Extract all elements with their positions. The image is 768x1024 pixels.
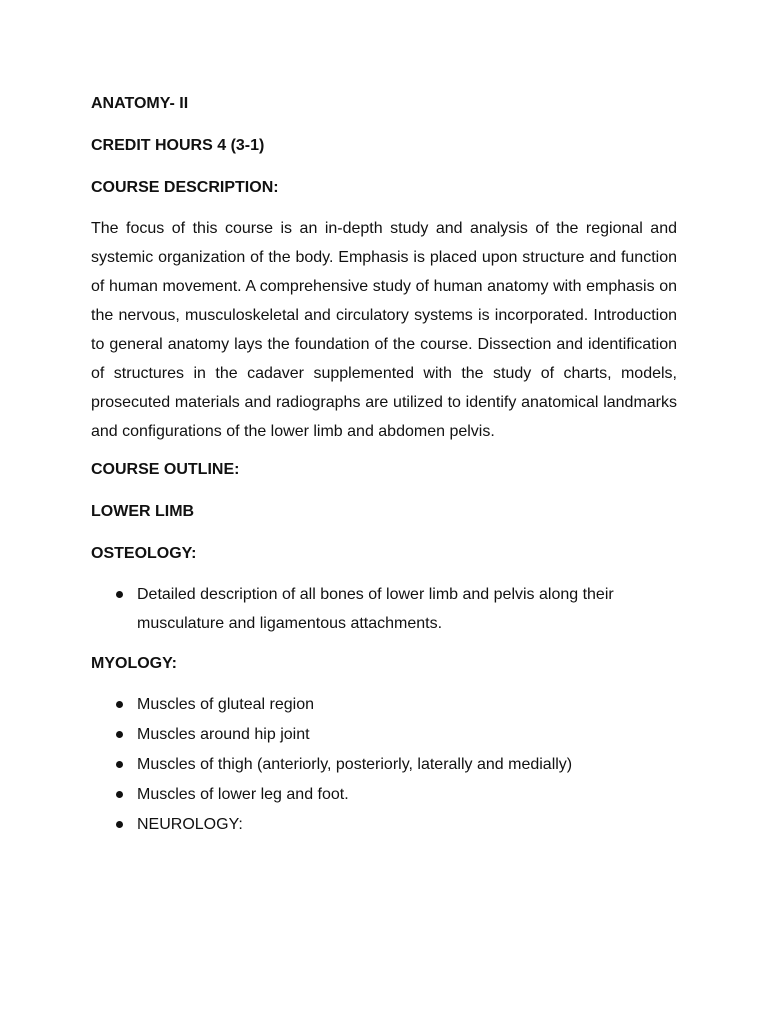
list-item <box>91 750 677 780</box>
list-item <box>91 780 677 810</box>
credit-hours: CREDIT HOURS 4 (3-1) <box>91 137 265 154</box>
list-item-text: Muscles of lower leg and foot. <box>137 786 349 803</box>
list-item <box>91 720 677 750</box>
document-page <box>91 94 677 856</box>
bullet-icon <box>116 791 123 798</box>
list-item-text: Muscles of thigh (anteriorly, posteriorly, laterally and medially) <box>137 756 573 773</box>
bullet-icon <box>116 731 123 738</box>
list-item <box>91 580 677 638</box>
list-item <box>91 690 677 720</box>
list-item-text: Detailed description of all bones of lower limb and pelvis along their musculature and ligamentous attachments. <box>137 586 614 632</box>
bullet-icon <box>116 591 123 598</box>
list-item <box>91 810 677 840</box>
course-title: ANATOMY- II <box>91 95 189 112</box>
myology-list <box>91 690 677 840</box>
bullet-icon <box>116 821 123 828</box>
course-outline-heading: COURSE OUTLINE: <box>91 461 240 478</box>
osteology-heading: OSTEOLOGY: <box>91 545 197 562</box>
bullet-icon <box>116 701 123 708</box>
list-item-text: NEUROLOGY: <box>137 816 243 833</box>
myology-heading: MYOLOGY: <box>91 655 177 672</box>
bullet-icon <box>116 761 123 768</box>
lower-limb-heading: LOWER LIMB <box>91 503 195 520</box>
course-description-heading: COURSE DESCRIPTION: <box>91 179 279 196</box>
osteology-list <box>91 580 677 638</box>
list-item-text: Muscles around hip joint <box>137 726 310 743</box>
course-description-text: The focus of this course is an in-depth study and analysis of the regional and systemic organization of the body. Emphasis is placed upon structure and function of human movement. A comprehensive study of human anatomy with emphasis on the nervous, musculoskeletal and circulatory systems is incorporated. Introduction to general anatomy lays the foundation of the course. Dissection and identification of structures in the cadaver supplemented with the study of charts, models, prosecuted materials and radiographs are utilized to identify anatomical landmarks and configurations of the lower limb and abdomen pelvis. <box>91 220 677 440</box>
list-item-text: Muscles of gluteal region <box>137 696 314 713</box>
